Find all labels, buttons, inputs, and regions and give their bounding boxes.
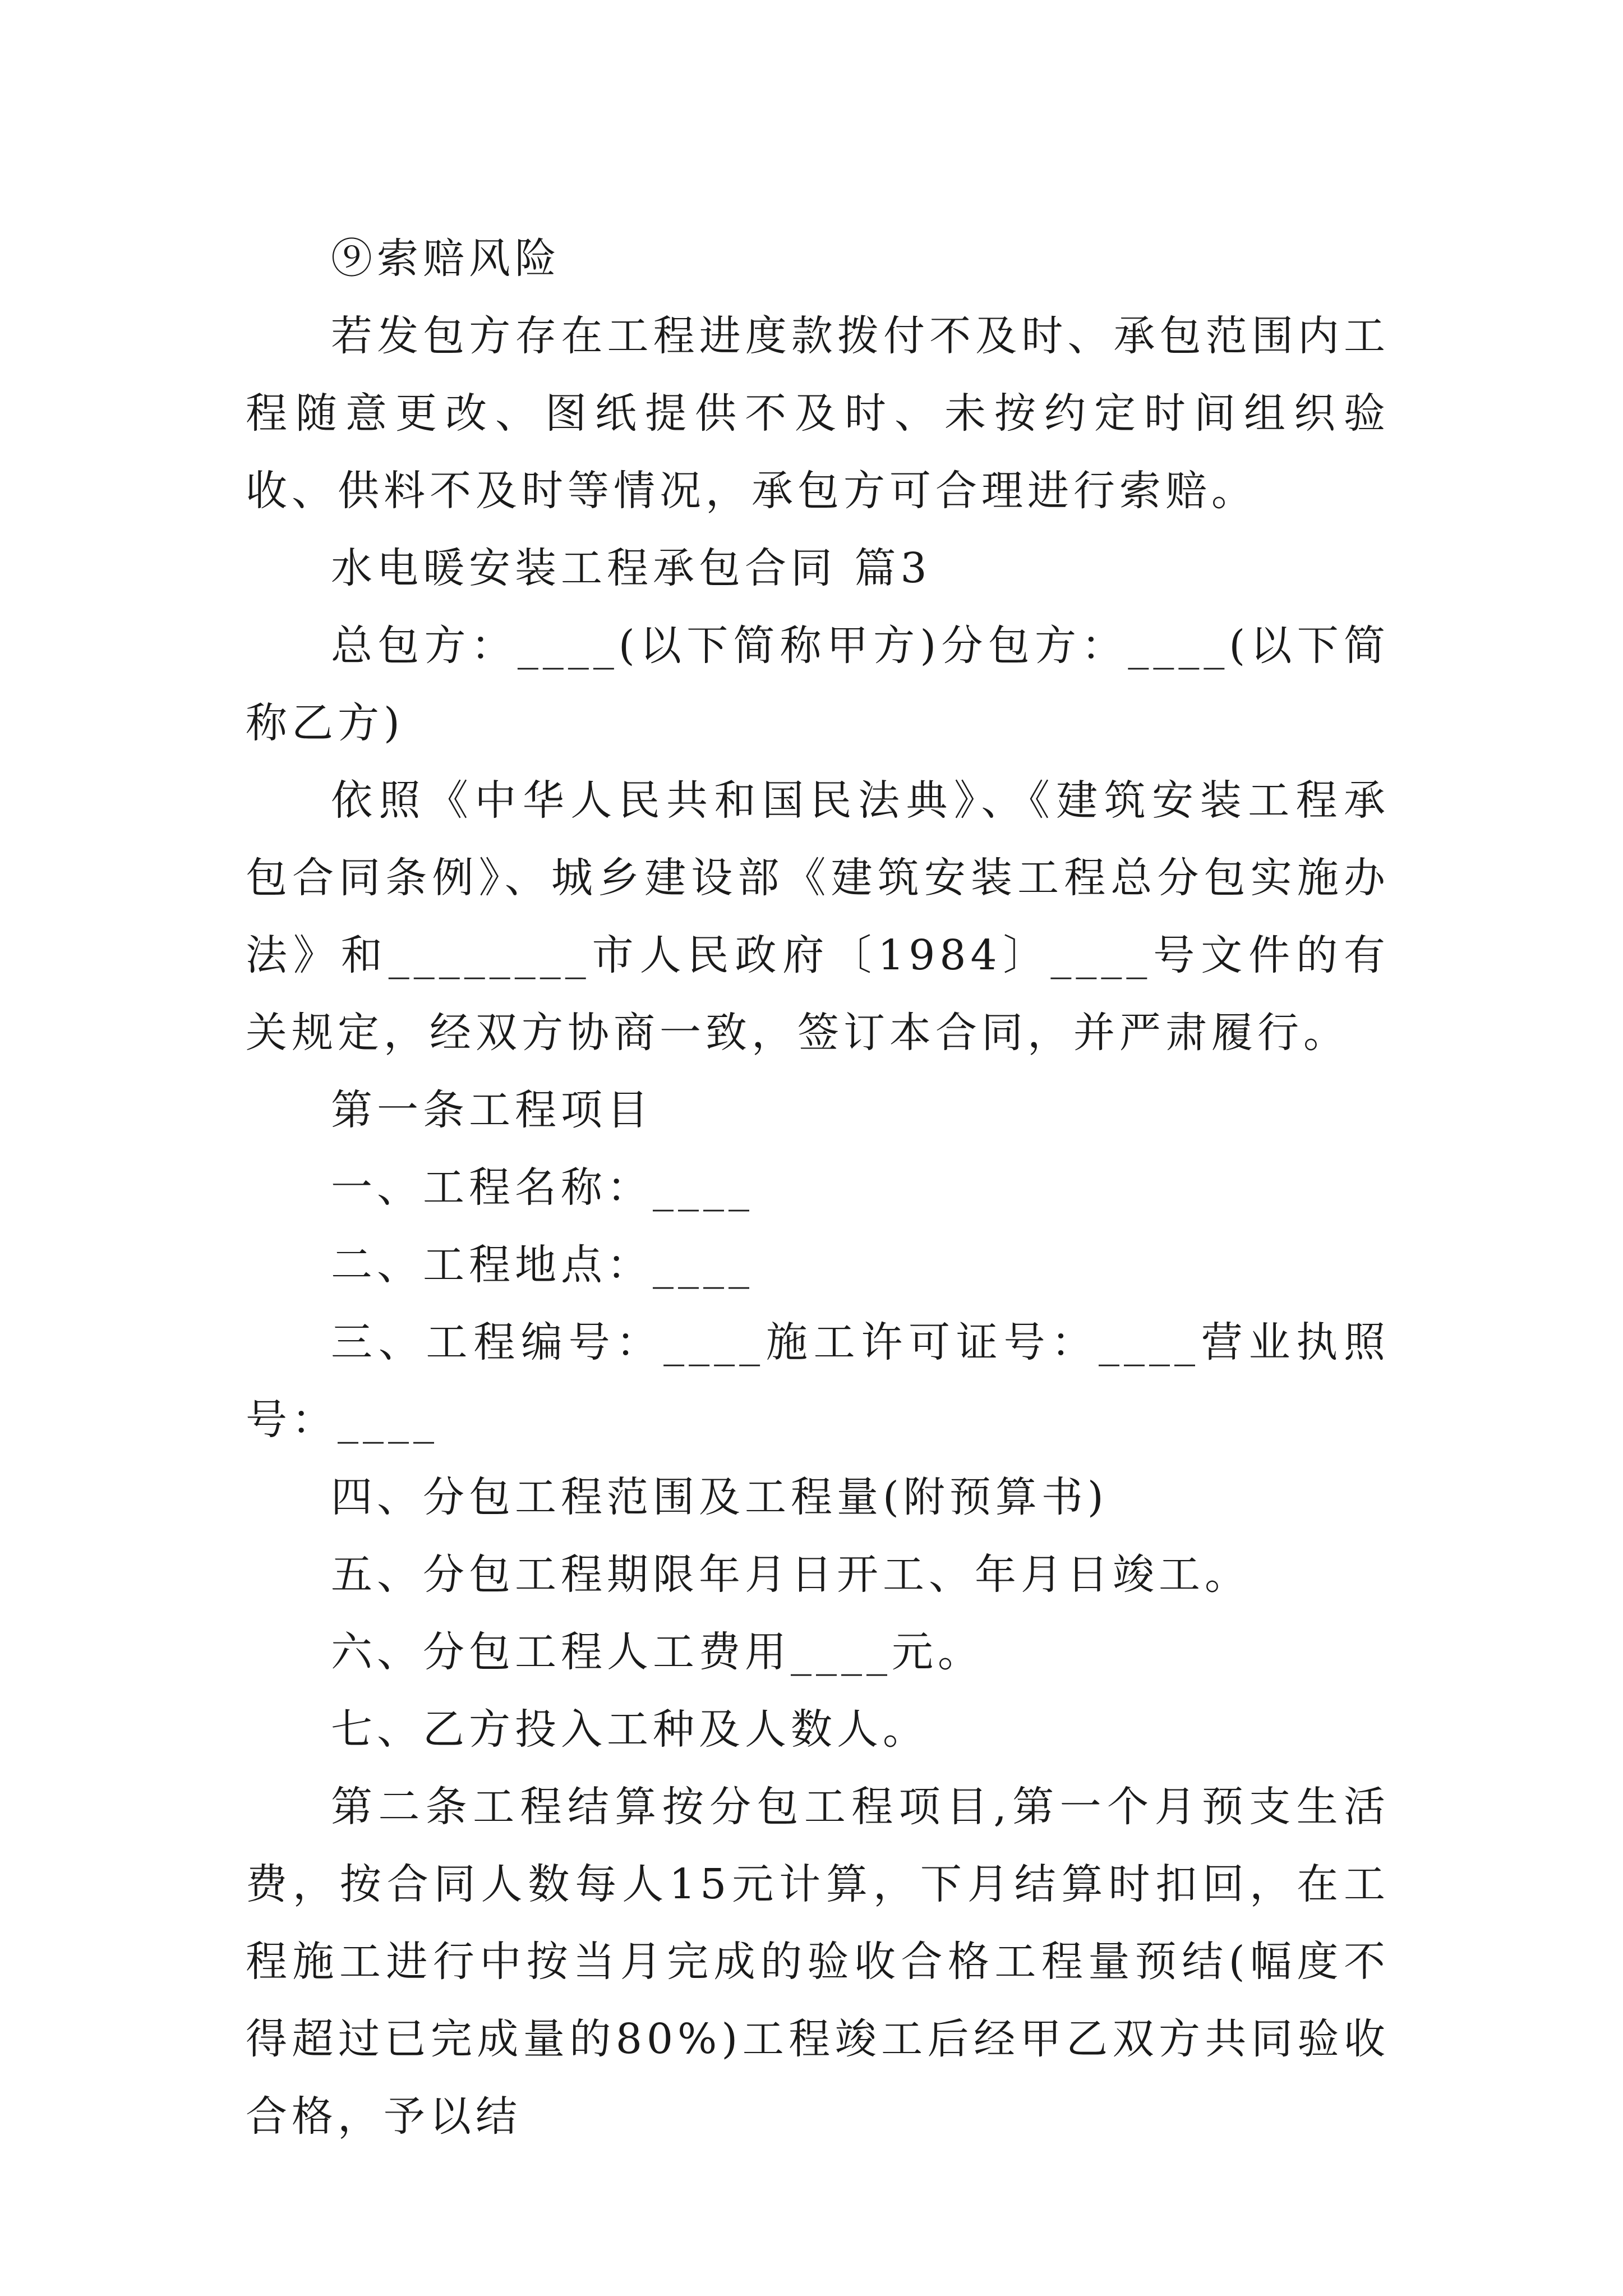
- paragraph-claim-risk-heading: ⑨索赔风险: [331, 234, 561, 283]
- paragraph-article-2-settlement: 第二条工程结算按分包工程项目,第一个月预支生活费，按合同人数每人15元计算，下月结算时扣回，在工程施工进行中按当月完成的验收合格工程量预结(幅度不得超过已完成量的80%)工程竣工后经甲乙双方共同验收合格，予以结: [246, 1783, 1390, 2141]
- paragraph-project-location: 二、工程地点：____: [331, 1241, 754, 1289]
- paragraph-parties: 总包方：____(以下简称甲方)分包方：____(以下简称乙方): [246, 622, 1390, 747]
- paragraph-claim-conditions: 若发包方存在工程进度款拨付不及时、承包范围内工程随意更改、图纸提供不及时、未按约定时间组织验收、供料不及时等情况，承包方可合理进行索赔。: [246, 312, 1390, 515]
- paragraph-scope: 四、分包工程范围及工程量(附预算书): [331, 1473, 1108, 1521]
- paragraph-period: 五、分包工程期限年月日开工、年月日竣工。: [331, 1550, 1251, 1599]
- paragraph-article-1-heading: 第一条工程项目: [331, 1086, 653, 1134]
- paragraph-project-name: 一、工程名称：____: [331, 1163, 754, 1212]
- paragraph-workers: 七、乙方投入工种及人数人。: [331, 1705, 929, 1754]
- document-body: [246, 220, 1390, 2155]
- paragraph-project-number: 三、工程编号：____施工许可证号：____营业执照号：____: [246, 1318, 1390, 1444]
- paragraph-legal-basis: 依照《中华人民共和国民法典》、《建筑安装工程承包合同条例》、城乡建设部《建筑安装工程总分包实施办法》和________市人民政府〔1984〕____号文件的有关规定，经双方协商一致，签订本合同，并严肃履行。: [246, 776, 1390, 1057]
- paragraph-contract-title: 水电暖安装工程承包合同 篇3: [331, 544, 932, 592]
- paragraph-labor-cost: 六、分包工程人工费用____元。: [331, 1628, 984, 1676]
